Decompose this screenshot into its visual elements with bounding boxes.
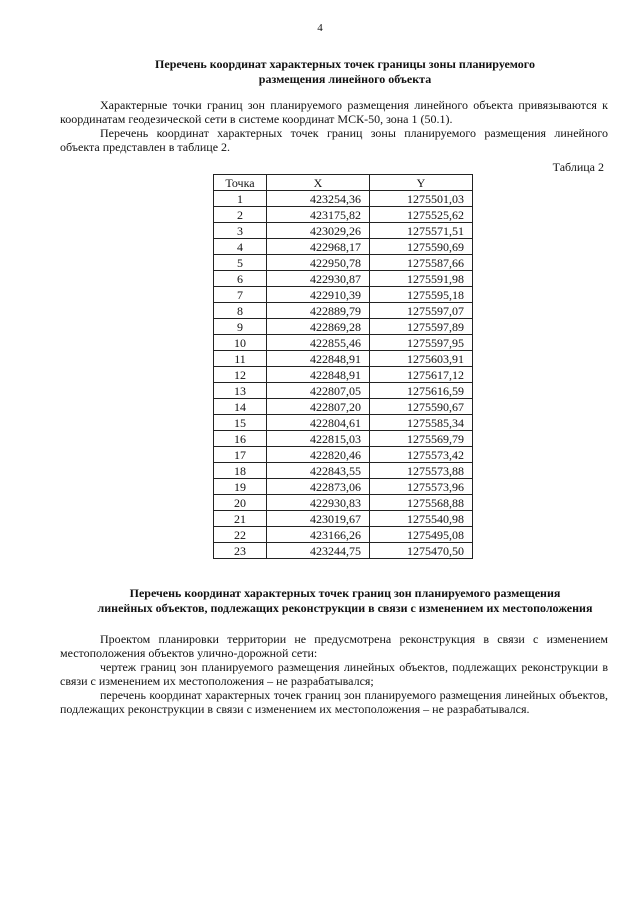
cell-y: 1275616,59: [370, 383, 473, 399]
table-row: [214, 495, 473, 511]
cell-x: 422930,83: [267, 495, 370, 511]
cell-y: 1275571,51: [370, 223, 473, 239]
table-row: [214, 319, 473, 335]
cell-point: 21: [214, 511, 267, 527]
section1-title-line1: Перечень координат характерных точек границы зоны планируемого: [155, 57, 535, 71]
table-row: [214, 287, 473, 303]
cell-y: 1275597,95: [370, 335, 473, 351]
cell-point: 17: [214, 447, 267, 463]
cell-y: 1275597,07: [370, 303, 473, 319]
cell-point: 23: [214, 543, 267, 559]
table-row: [214, 415, 473, 431]
coordinates-table: [213, 174, 473, 559]
cell-x: 422873,06: [267, 479, 370, 495]
table-row: [214, 207, 473, 223]
header-point: Точка: [214, 175, 267, 191]
cell-y: 1275595,18: [370, 287, 473, 303]
table-row: [214, 383, 473, 399]
table-row: [214, 527, 473, 543]
cell-x: 422968,17: [267, 239, 370, 255]
cell-point: 6: [214, 271, 267, 287]
cell-x: 422910,39: [267, 287, 370, 303]
cell-point: 11: [214, 351, 267, 367]
table-row: [214, 543, 473, 559]
table-row: [214, 303, 473, 319]
cell-y: 1275591,98: [370, 271, 473, 287]
cell-x: 423166,26: [267, 527, 370, 543]
cell-x: 422815,03: [267, 431, 370, 447]
table-row: [214, 191, 473, 207]
cell-x: 423019,67: [267, 511, 370, 527]
table-row: [214, 431, 473, 447]
table-row: [214, 367, 473, 383]
cell-x: 422855,46: [267, 335, 370, 351]
cell-point: 22: [214, 527, 267, 543]
cell-y: 1275585,34: [370, 415, 473, 431]
cell-point: 16: [214, 431, 267, 447]
cell-x: 422869,28: [267, 319, 370, 335]
cell-point: 20: [214, 495, 267, 511]
section1-paragraph-2: Перечень координат характерных точек границ зоны планируемого размещения линейного объекта представлен в таблице 2.: [60, 126, 608, 154]
cell-point: 9: [214, 319, 267, 335]
cell-y: 1275573,96: [370, 479, 473, 495]
section2-body: [60, 632, 608, 716]
cell-point: 1: [214, 191, 267, 207]
section2-title-line1: Перечень координат характерных точек границ зон планируемого размещения: [129, 586, 561, 600]
section1-title: [70, 57, 620, 87]
table-body: [214, 191, 473, 559]
cell-y: 1275568,88: [370, 495, 473, 511]
cell-x: 423029,26: [267, 223, 370, 239]
header-x: X: [267, 175, 370, 191]
cell-x: 422820,46: [267, 447, 370, 463]
section2-title: [70, 586, 620, 616]
cell-x: 423254,36: [267, 191, 370, 207]
cell-y: 1275573,88: [370, 463, 473, 479]
cell-x: 423175,82: [267, 207, 370, 223]
cell-x: 422843,55: [267, 463, 370, 479]
header-y: Y: [370, 175, 473, 191]
cell-point: 14: [214, 399, 267, 415]
table-row: [214, 239, 473, 255]
table-row: [214, 335, 473, 351]
cell-y: 1275470,50: [370, 543, 473, 559]
table-row: [214, 223, 473, 239]
cell-y: 1275569,79: [370, 431, 473, 447]
cell-point: 19: [214, 479, 267, 495]
cell-y: 1275617,12: [370, 367, 473, 383]
cell-point: 18: [214, 463, 267, 479]
cell-x: 422804,61: [267, 415, 370, 431]
cell-x: 422930,87: [267, 271, 370, 287]
table-row: [214, 255, 473, 271]
cell-point: 10: [214, 335, 267, 351]
cell-point: 7: [214, 287, 267, 303]
section1-title-line2: размещения линейного объекта: [258, 72, 432, 86]
cell-x: 422848,91: [267, 367, 370, 383]
cell-point: 8: [214, 303, 267, 319]
cell-y: 1275573,42: [370, 447, 473, 463]
cell-y: 1275587,66: [370, 255, 473, 271]
table-row: [214, 399, 473, 415]
cell-point: 13: [214, 383, 267, 399]
cell-point: 15: [214, 415, 267, 431]
cell-point: 4: [214, 239, 267, 255]
cell-x: 422848,91: [267, 351, 370, 367]
cell-y: 1275603,91: [370, 351, 473, 367]
cell-y: 1275540,98: [370, 511, 473, 527]
cell-y: 1275525,62: [370, 207, 473, 223]
section1-paragraph-1: Характерные точки границ зон планируемого размещения линейного объекта привязываются к координатам геодезической сети в системе координат МСК-50, зона 1 (50.1).: [60, 98, 608, 126]
cell-point: 5: [214, 255, 267, 271]
cell-y: 1275501,03: [370, 191, 473, 207]
table-row: [214, 447, 473, 463]
cell-y: 1275495,08: [370, 527, 473, 543]
cell-y: 1275597,89: [370, 319, 473, 335]
cell-point: 2: [214, 207, 267, 223]
cell-point: 12: [214, 367, 267, 383]
cell-x: 423244,75: [267, 543, 370, 559]
table-row: [214, 463, 473, 479]
table-row: [214, 271, 473, 287]
cell-y: 1275590,67: [370, 399, 473, 415]
table-row: [214, 511, 473, 527]
table-caption: Таблица 2: [552, 160, 604, 174]
table-header-row: [214, 175, 473, 191]
cell-point: 3: [214, 223, 267, 239]
section2-paragraph-3: перечень координат характерных точек границ зон планируемого размещения линейных объектов, подлежащих реконструкции в связи с изменением их местоположения – не разрабатывался.: [60, 688, 608, 716]
cell-x: 422807,05: [267, 383, 370, 399]
cell-x: 422889,79: [267, 303, 370, 319]
cell-x: 422807,20: [267, 399, 370, 415]
cell-x: 422950,78: [267, 255, 370, 271]
section2-paragraph-2: чертеж границ зон планируемого размещения линейных объектов, подлежащих реконструкции в связи с изменением их местоположения – не разрабатывался;: [60, 660, 608, 688]
cell-y: 1275590,69: [370, 239, 473, 255]
table-row: [214, 479, 473, 495]
table-row: [214, 351, 473, 367]
section2-title-line2: линейных объектов, подлежащих реконструкции в связи с изменением их местоположения: [97, 601, 593, 615]
page-number: 4: [317, 22, 323, 34]
section2-paragraph-1: Проектом планировки территории не предусмотрена реконструкция в связи с изменением местоположения объектов улично-дорожной сети:: [60, 632, 608, 660]
